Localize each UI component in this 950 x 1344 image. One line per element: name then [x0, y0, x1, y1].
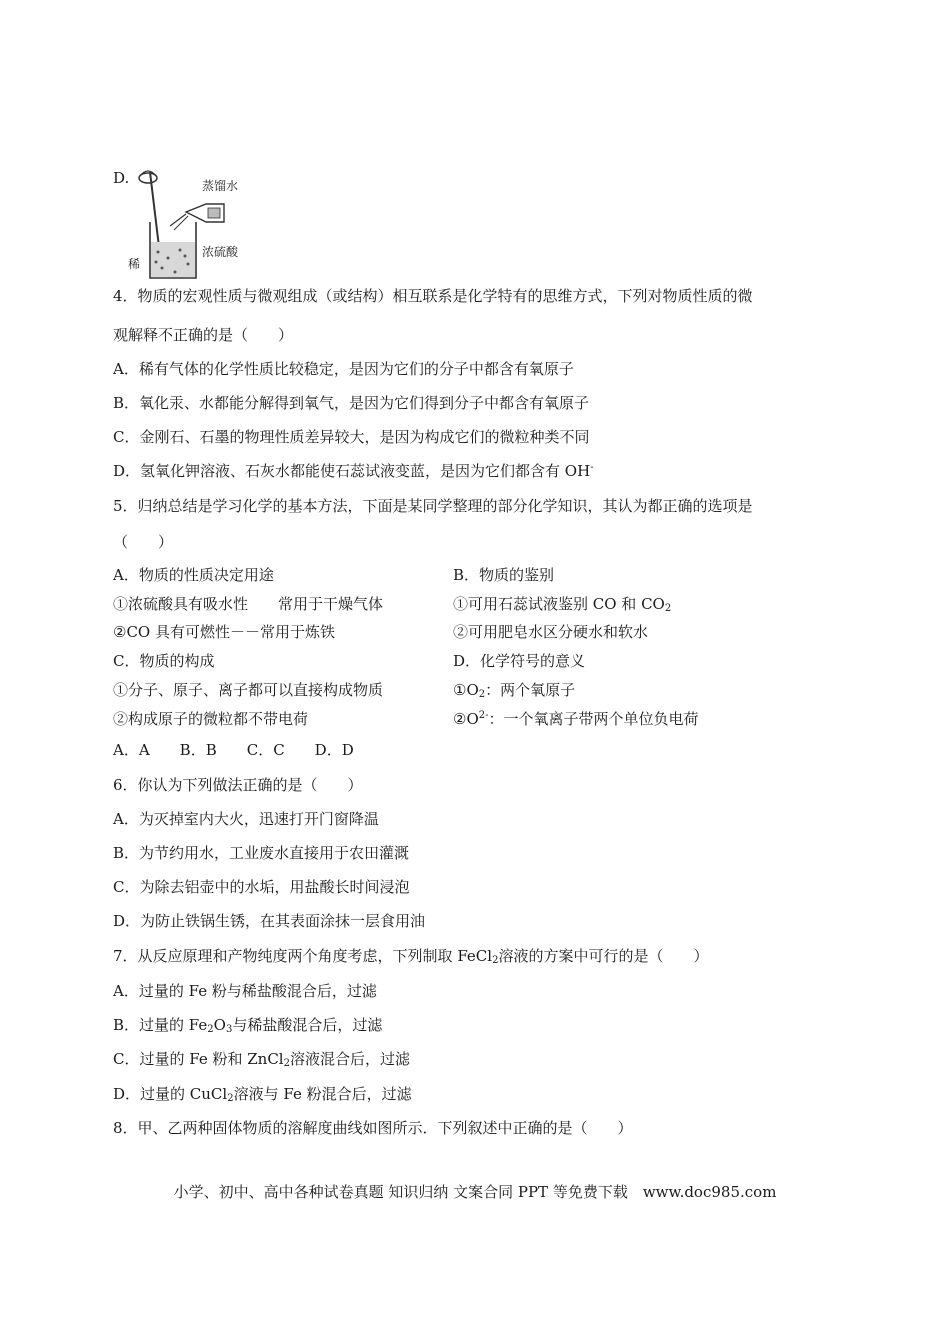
- q6-stem: 6．你认为下列做法正确的是（ ）: [113, 776, 363, 794]
- q5-a-title: A．物质的性质决定用途: [113, 566, 274, 584]
- q4-option-b: B．氧化汞、水都能分解得到氧气，是因为它们得到分子中都含有氧原子: [113, 394, 590, 412]
- q6-option-c: C．为除去铝壶中的水垢，用盐酸长时间浸泡: [113, 878, 410, 896]
- q6-option-b: B．为节约用水，工业废水直接用于农田灌溉: [113, 844, 410, 862]
- reagent-bottle-icon: [170, 204, 224, 230]
- page-footer: 小学、初中、高中各种试卷真题 知识归纳 文案合同 PPT 等免费下载 www.doc985.com: [173, 1183, 777, 1201]
- q5-stem-line2: （ ）: [113, 533, 174, 551]
- q4-option-d: D．氢氧化钾溶液、石灰水都能使石蕊试液变蓝，是因为它们都含有 OH-: [113, 462, 594, 480]
- q4-stem-line2: 观解释不正确的是（ ）: [113, 326, 294, 344]
- q7-option-d: D．过量的 CuCl$_2$溶液与 Fe 粉混合后，过滤: [113, 1085, 412, 1104]
- q5-b1: ①可用石蕊试液鉴别 CO 和 $CO_2$: [453, 595, 672, 614]
- q3-option-d-label: D.: [113, 169, 130, 187]
- q5-a1: ①浓硫酸具有吸水性 常用于干燥气体: [113, 595, 384, 613]
- q7-option-b: B．过量的 $Fe_2O_3$与稀盐酸混合后，过滤: [113, 1016, 383, 1035]
- beaker-label: 浓硫酸: [202, 245, 239, 259]
- q4-option-c: C．金刚石、石墨的物理性质差异较大，是因为构成它们的微粒种类不同: [113, 428, 590, 446]
- q7-option-c: C．过量的 Fe 粉和 ZnCl$_2$溶液混合后，过滤: [113, 1050, 410, 1069]
- q5-c1: ①分子、原子、离子都可以直接构成物质: [113, 681, 384, 699]
- q5-d-title: D．化学符号的意义: [453, 652, 586, 670]
- q5-d1: $①O_2$：两个氧原子: [453, 681, 576, 700]
- q5-b2: ②可用肥皂水区分硬水和软水: [453, 623, 649, 641]
- q5-a2: ②CO 具有可燃性－－常用于炼铁: [113, 623, 335, 641]
- q5-b-title: B．物质的鉴别: [453, 566, 555, 584]
- q7-stem: 7．从反应原理和产物纯度两个角度考虑，下列制取 FeCl$_2$溶液的方案中可行的是（ ）: [113, 947, 709, 966]
- q4-option-a: A．稀有气体的化学性质比较稳定，是因为它们的分子中都含有氧原子: [113, 360, 574, 378]
- q5-d2: $②O^{2-}$：一个氧离子带两个单位负电荷: [453, 710, 699, 728]
- q4-stem-line1: 4．物质的宏观性质与微观组成（或结构）相互联系是化学特有的思维方式，下列对物质性质的微: [113, 287, 753, 305]
- q5-c-title: C．物质的构成: [113, 652, 215, 670]
- q6-option-a: A．为灭掉室内大火，迅速打开门窗降温: [113, 810, 379, 828]
- side-label: 稀: [128, 257, 141, 271]
- dilution-apparatus-figure: [128, 164, 246, 282]
- q5-options: A．A B．B C．C D．D: [113, 741, 354, 759]
- q5-stem-line1: 5．归纳总结是学习化学的基本方法，下面是某同学整理的部分化学知识，其认为都正确的选项是: [113, 497, 753, 515]
- q5-c2: ②构成原子的微粒都不带电荷: [113, 710, 309, 728]
- q6-option-d: D．为防止铁锅生锈，在其表面涂抹一层食用油: [113, 912, 426, 930]
- bottle-label: 蒸馏水: [202, 179, 239, 193]
- q8-stem: 8．甲、乙两种固体物质的溶解度曲线如图所示．下列叙述中正确的是（ ）: [113, 1119, 633, 1137]
- q7-option-a: A．过量的 Fe 粉与稀盐酸混合后，过滤: [113, 982, 377, 1000]
